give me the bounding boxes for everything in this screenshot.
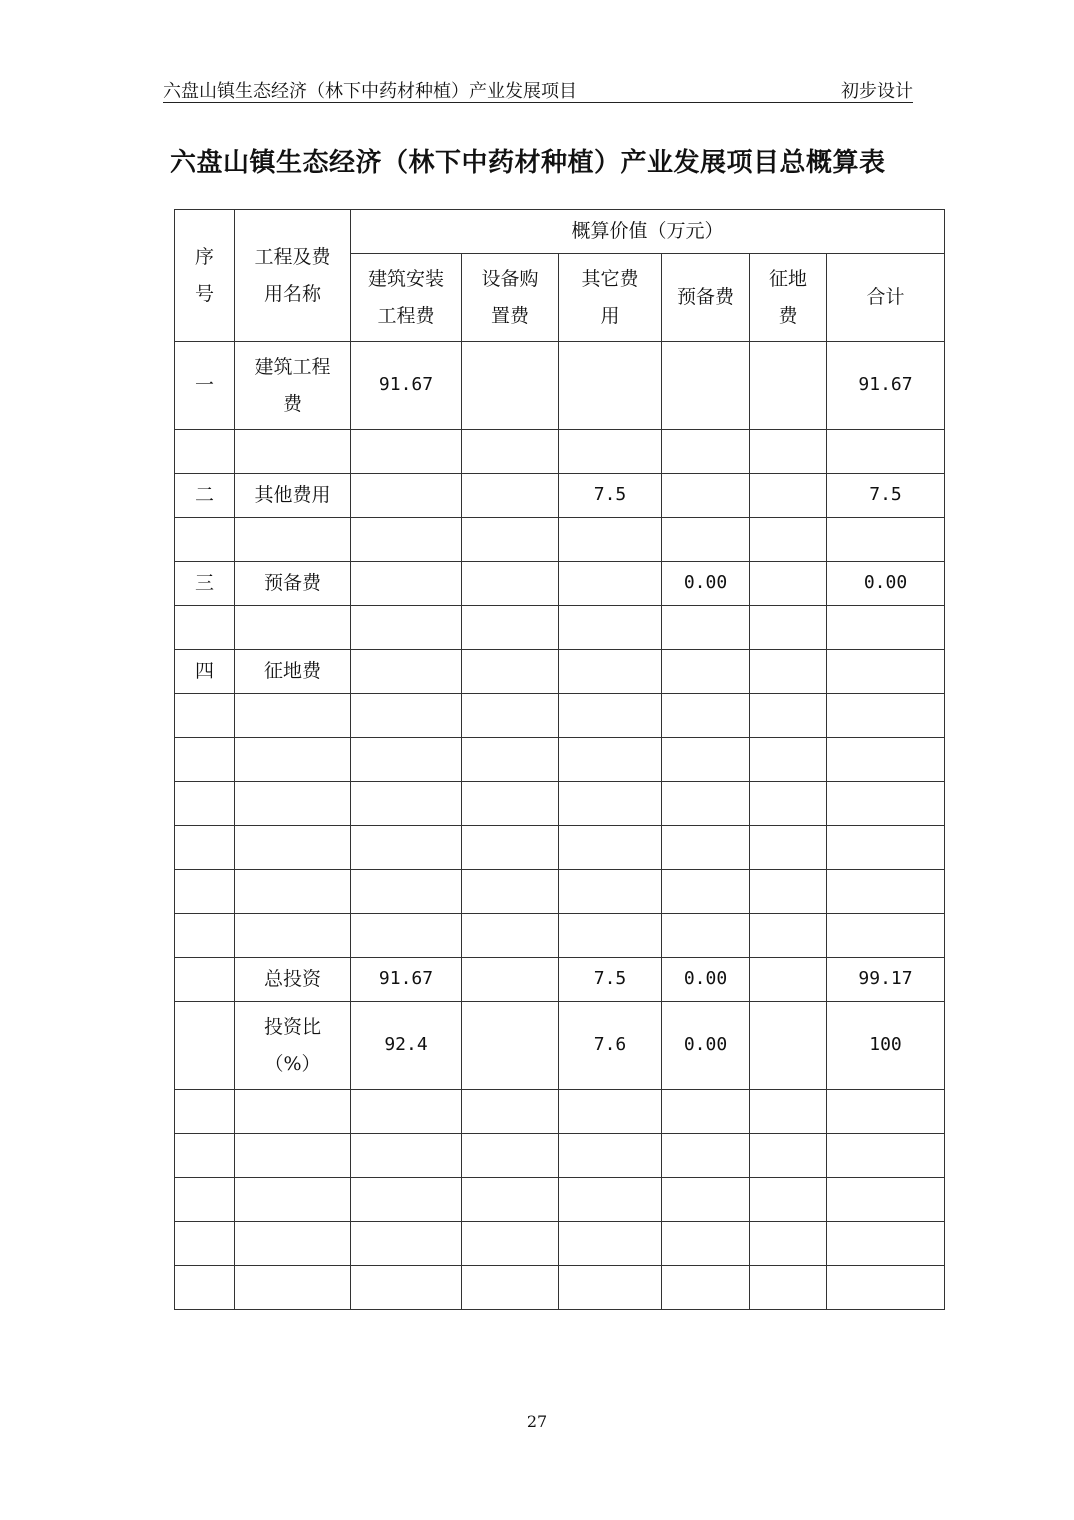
row-name: 征地费: [235, 650, 351, 694]
cell: [559, 650, 662, 694]
empty-row: [175, 518, 945, 562]
page-header: [163, 76, 913, 103]
row-seq: 二: [175, 474, 235, 518]
sub-header-total: 合计: [827, 254, 945, 342]
row-name: 投资比 （%）: [235, 1002, 351, 1090]
empty-row: [175, 606, 945, 650]
cell: [462, 474, 559, 518]
empty-row: [175, 1266, 945, 1310]
empty-row: [175, 870, 945, 914]
empty-row: [175, 782, 945, 826]
empty-row: [175, 826, 945, 870]
cell: 99.17: [827, 958, 945, 1002]
sub-header-land: 征地 费: [750, 254, 827, 342]
cell: [662, 650, 750, 694]
sub-header-construction: 建筑安装 工程费: [351, 254, 462, 342]
cell: 91.67: [351, 958, 462, 1002]
cell: 0.00: [662, 562, 750, 606]
cell: 91.67: [827, 342, 945, 430]
row-seq: [175, 1002, 235, 1090]
table-row: [175, 342, 945, 430]
row-seq: 四: [175, 650, 235, 694]
row-name: 总投资: [235, 958, 351, 1002]
header-project-name: 六盘山镇生态经济（林下中药材种植）产业发展项目: [163, 81, 577, 102]
cell: [462, 650, 559, 694]
cell: [462, 1002, 559, 1090]
cell: 7.5: [827, 474, 945, 518]
page-number: 27: [526, 1412, 548, 1431]
seq-header: 序 号: [175, 210, 235, 342]
cell: [462, 958, 559, 1002]
ratio-row: [175, 1002, 945, 1090]
table-row: [175, 650, 945, 694]
row-name: 建筑工程 费: [235, 342, 351, 430]
cell: [559, 342, 662, 430]
empty-row: [175, 738, 945, 782]
empty-row: [175, 1090, 945, 1134]
cell: [827, 650, 945, 694]
group-header: 概算价值（万元）: [351, 210, 945, 254]
cell: [351, 562, 462, 606]
cell: [750, 562, 827, 606]
cell: [351, 650, 462, 694]
cell: 0.00: [827, 562, 945, 606]
name-header: 工程及费 用名称: [235, 210, 351, 342]
row-seq: [175, 958, 235, 1002]
cell: 91.67: [351, 342, 462, 430]
total-row: [175, 958, 945, 1002]
empty-row: [175, 430, 945, 474]
cell: [750, 1002, 827, 1090]
table-row: [175, 474, 945, 518]
row-seq: 三: [175, 562, 235, 606]
row-seq: 一: [175, 342, 235, 430]
budget-table: [174, 209, 945, 1310]
row-name: 预备费: [235, 562, 351, 606]
sub-header-reserve: 预备费: [662, 254, 750, 342]
sub-header-other: 其它费 用: [559, 254, 662, 342]
cell: 100: [827, 1002, 945, 1090]
cell: 0.00: [662, 958, 750, 1002]
cell: 92.4: [351, 1002, 462, 1090]
cell: [462, 562, 559, 606]
empty-row: [175, 1222, 945, 1266]
empty-row: [175, 914, 945, 958]
table-row: [175, 562, 945, 606]
document-title: 六盘山镇生态经济（林下中药材种植）产业发展项目总概算表: [170, 148, 886, 178]
cell: [351, 474, 462, 518]
cell: 7.5: [559, 958, 662, 1002]
cell: [750, 650, 827, 694]
cell: 0.00: [662, 1002, 750, 1090]
cell: 7.6: [559, 1002, 662, 1090]
cell: [559, 562, 662, 606]
cell: [750, 474, 827, 518]
header-doc-type: 初步设计: [841, 81, 913, 102]
cell: [662, 342, 750, 430]
cell: [662, 474, 750, 518]
sub-header-equipment: 设备购 置费: [462, 254, 559, 342]
cell: [750, 342, 827, 430]
cell: [750, 958, 827, 1002]
empty-row: [175, 1178, 945, 1222]
cell: [462, 342, 559, 430]
cell: 7.5: [559, 474, 662, 518]
empty-row: [175, 694, 945, 738]
header-row-1: [175, 210, 945, 254]
empty-row: [175, 1134, 945, 1178]
row-name: 其他费用: [235, 474, 351, 518]
